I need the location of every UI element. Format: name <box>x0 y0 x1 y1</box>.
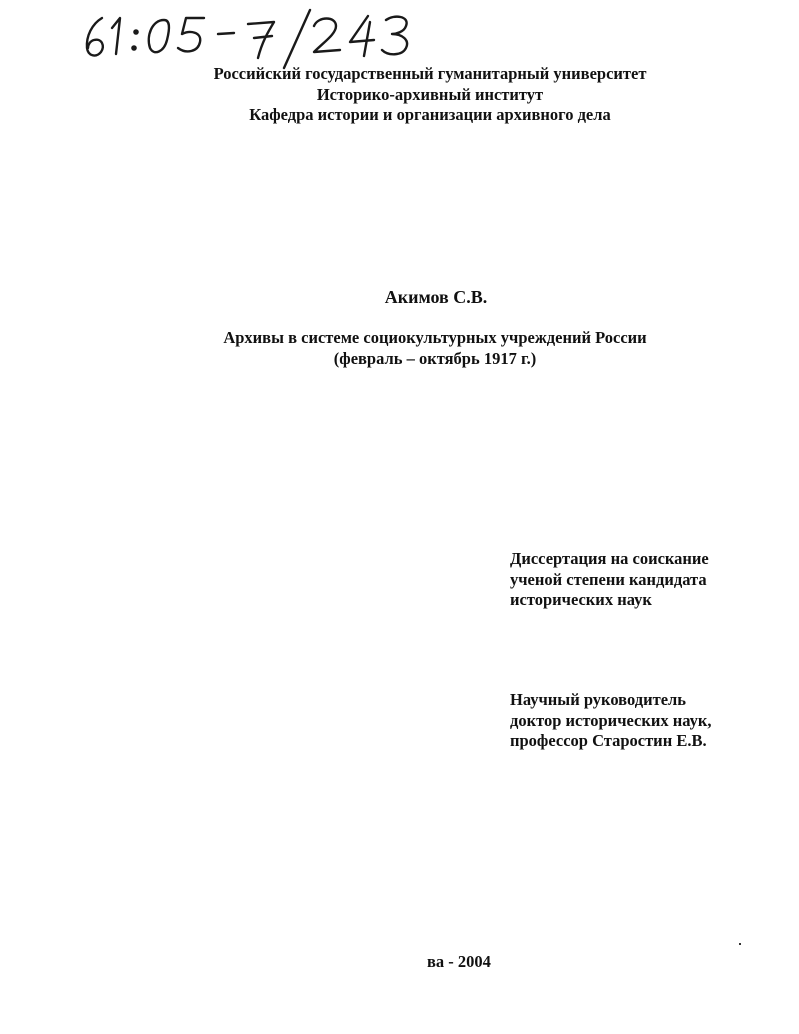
institute-name: Историко-архивный институт <box>316 84 544 104</box>
handwritten-stamp-drawing <box>78 6 448 70</box>
institution-header <box>0 64 799 126</box>
supervisor-line-2: доктор исторических наук, <box>510 710 712 730</box>
supervisor-line-1: Научный руководитель <box>510 690 686 709</box>
degree-line-3: исторических наук <box>510 590 652 609</box>
department-name: Кафедра истории и организации архивного дела <box>249 105 611 124</box>
degree-line-2: ученой степени кандидата <box>510 569 707 589</box>
dissertation-title <box>0 328 799 369</box>
supervisor-block <box>510 690 712 752</box>
handwritten-archive-stamp <box>78 6 448 70</box>
degree-statement <box>510 549 709 611</box>
scan-speck <box>739 943 741 945</box>
title-line-2: (февраль – октябрь 1917 г.) <box>333 348 537 368</box>
supervisor-line-3: профессор Старостин Е.В. <box>510 731 707 750</box>
city-year: ва - 2004 <box>427 952 491 971</box>
university-name: Российский государственный гуманитарный университет <box>213 64 647 83</box>
degree-line-1: Диссертация на соискание <box>510 549 709 568</box>
author-name: Акимов С.В. <box>384 287 488 307</box>
title-line-1: Архивы в системе социокультурных учреждений России <box>223 328 647 347</box>
